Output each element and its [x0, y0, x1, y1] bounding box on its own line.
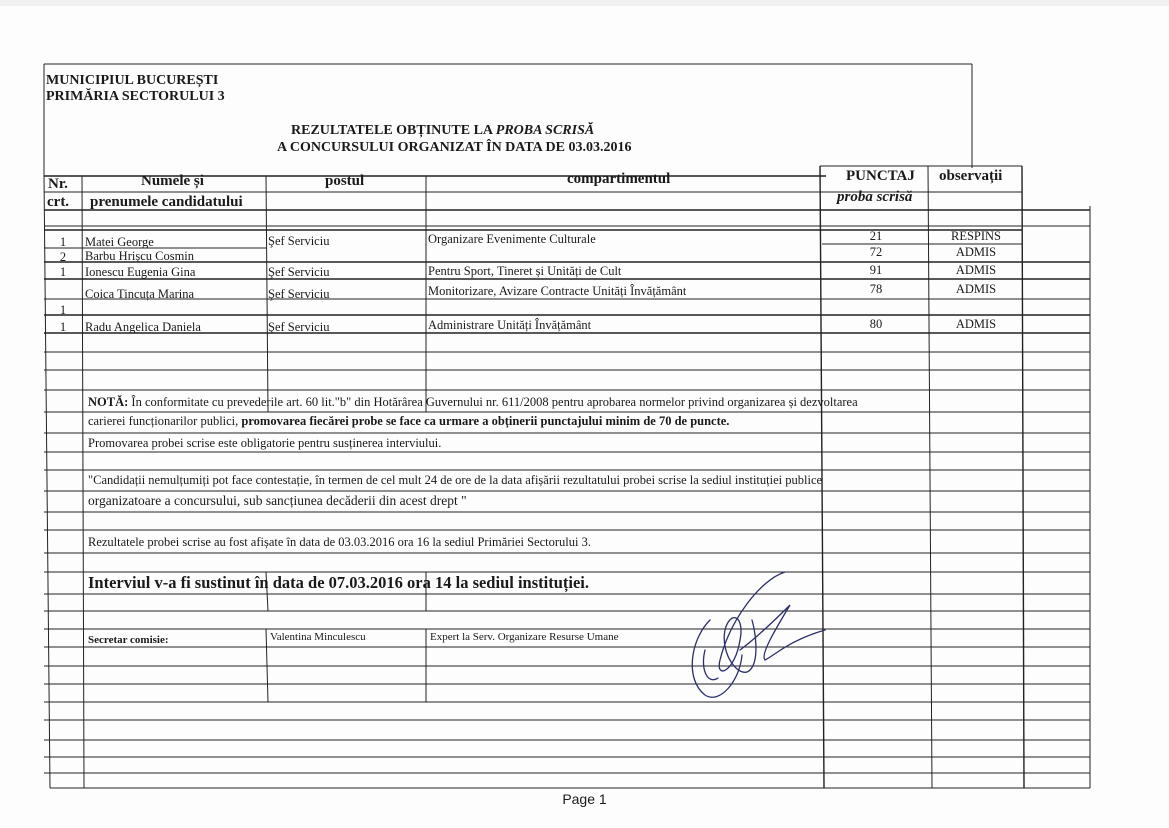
row-1-score: 21: [869, 229, 883, 243]
row-2-score: 72: [869, 245, 883, 259]
row-1-result: RESPINS: [950, 229, 1002, 243]
row-1-department: Organizare Evenimente Culturale: [428, 232, 596, 246]
secretary-position: Expert la Serv. Organizare Resurse Umane: [430, 631, 619, 643]
row-5-department: Administrare Unități Învățământ: [428, 318, 592, 332]
row-5-post: Şef Serviciu: [268, 320, 330, 334]
row-4-post: Şef Serviciu: [268, 287, 330, 301]
institution-name: MUNICIPIUL BUCUREȘTI: [46, 73, 219, 88]
row-4-nr: 1: [59, 303, 67, 317]
document-title-line2: A CONCURSULUI ORGANIZAT ÎN DATA DE 03.03.2016: [277, 140, 632, 155]
row-3-result: ADMIS: [955, 263, 997, 277]
col-header-post: postul: [325, 173, 365, 189]
col-header-score-sub: proba scrisă: [837, 189, 913, 205]
row-3-post: Şef Serviciu: [268, 265, 330, 279]
appeal-line1: "Candidații nemulțumiți pot face contestație, în termen de cel mult 24 de ore de la data afișării rezultatului probei scrise la sediul instituției publice: [88, 473, 823, 487]
col-header-nr: Nr.: [48, 176, 68, 192]
row-4-name: Coica Tincuța Marina: [85, 287, 195, 301]
row-3-department: Pentru Sport, Tineret și Unități de Cult: [428, 264, 622, 278]
note-line3: Promovarea probei scrise este obligatorie pentru susținerea interviului.: [88, 436, 442, 450]
col-header-remarks: observații: [939, 168, 1003, 184]
row-1-post: Şef Serviciu: [268, 234, 330, 248]
appeal-line2: organizatoare a concursului, sub sancțiunea decăderii din acest drept ": [88, 493, 467, 508]
row-1-nr: 1: [59, 235, 67, 249]
row-4-result: ADMIS: [955, 282, 997, 296]
page-number: Page 1: [562, 791, 607, 807]
row-5-nr: 1: [59, 320, 67, 334]
interview-announcement: Interviul v-a fi sustinut în data de 07.03.2016 ora 14 la sediul instituției.: [88, 573, 590, 592]
secretary-name: Valentina Minculescu: [270, 631, 366, 643]
row-4-department: Monitorizare, Avizare Contracte Unități Învățământ: [428, 284, 687, 298]
secretary-label: Secretar comisie:: [88, 634, 169, 646]
row-5-result: ADMIS: [955, 317, 997, 331]
row-5-name: Radu Angelica Daniela: [85, 320, 201, 334]
row-1-name: Matei George: [85, 235, 154, 249]
row-4-score: 78: [869, 282, 883, 296]
handwritten-signature: [680, 560, 840, 710]
note-line2: carierei funcționarilor publici, promovarea fiecărei probe se face ca urmare a obținerii punctajului minim de 70 de puncte.: [88, 414, 730, 428]
row-2-nr: 2: [59, 250, 67, 264]
row-2-result: ADMIS: [955, 245, 997, 259]
row-5-score: 80: [869, 317, 883, 331]
row-3-name: Ionescu Eugenia Gina: [85, 265, 196, 279]
row-2-name: Barbu Hrișcu Cosmin: [85, 249, 195, 263]
department-name: PRIMĂRIA SECTORULUI 3: [46, 89, 225, 104]
note-line1: NOTĂ: În conformitate cu prevederile art. 60 lit."b" din Hotărârea Guvernului nr. 611/2008 pentru aprobarea normelor privind organizarea și dezvoltarea: [88, 395, 858, 409]
row-3-score: 91: [869, 263, 883, 277]
col-header-name-line1: Numele și: [141, 173, 204, 189]
col-header-name-line2: prenumele candidatului: [90, 194, 243, 210]
col-header-department: compartimentul: [567, 171, 671, 187]
results-posted-note: Rezultatele probei scrise au fost afișate în data de 03.03.2016 ora 16 la sediul Primăriei Sectorului 3.: [88, 535, 591, 549]
col-header-score: PUNCTAJ: [846, 168, 915, 184]
row-3-nr: 1: [59, 265, 67, 279]
col-header-crt: crt.: [47, 194, 70, 210]
document-title-line1: REZULTATELE OBȚINUTE LA PROBA SCRISĂ: [291, 123, 595, 138]
